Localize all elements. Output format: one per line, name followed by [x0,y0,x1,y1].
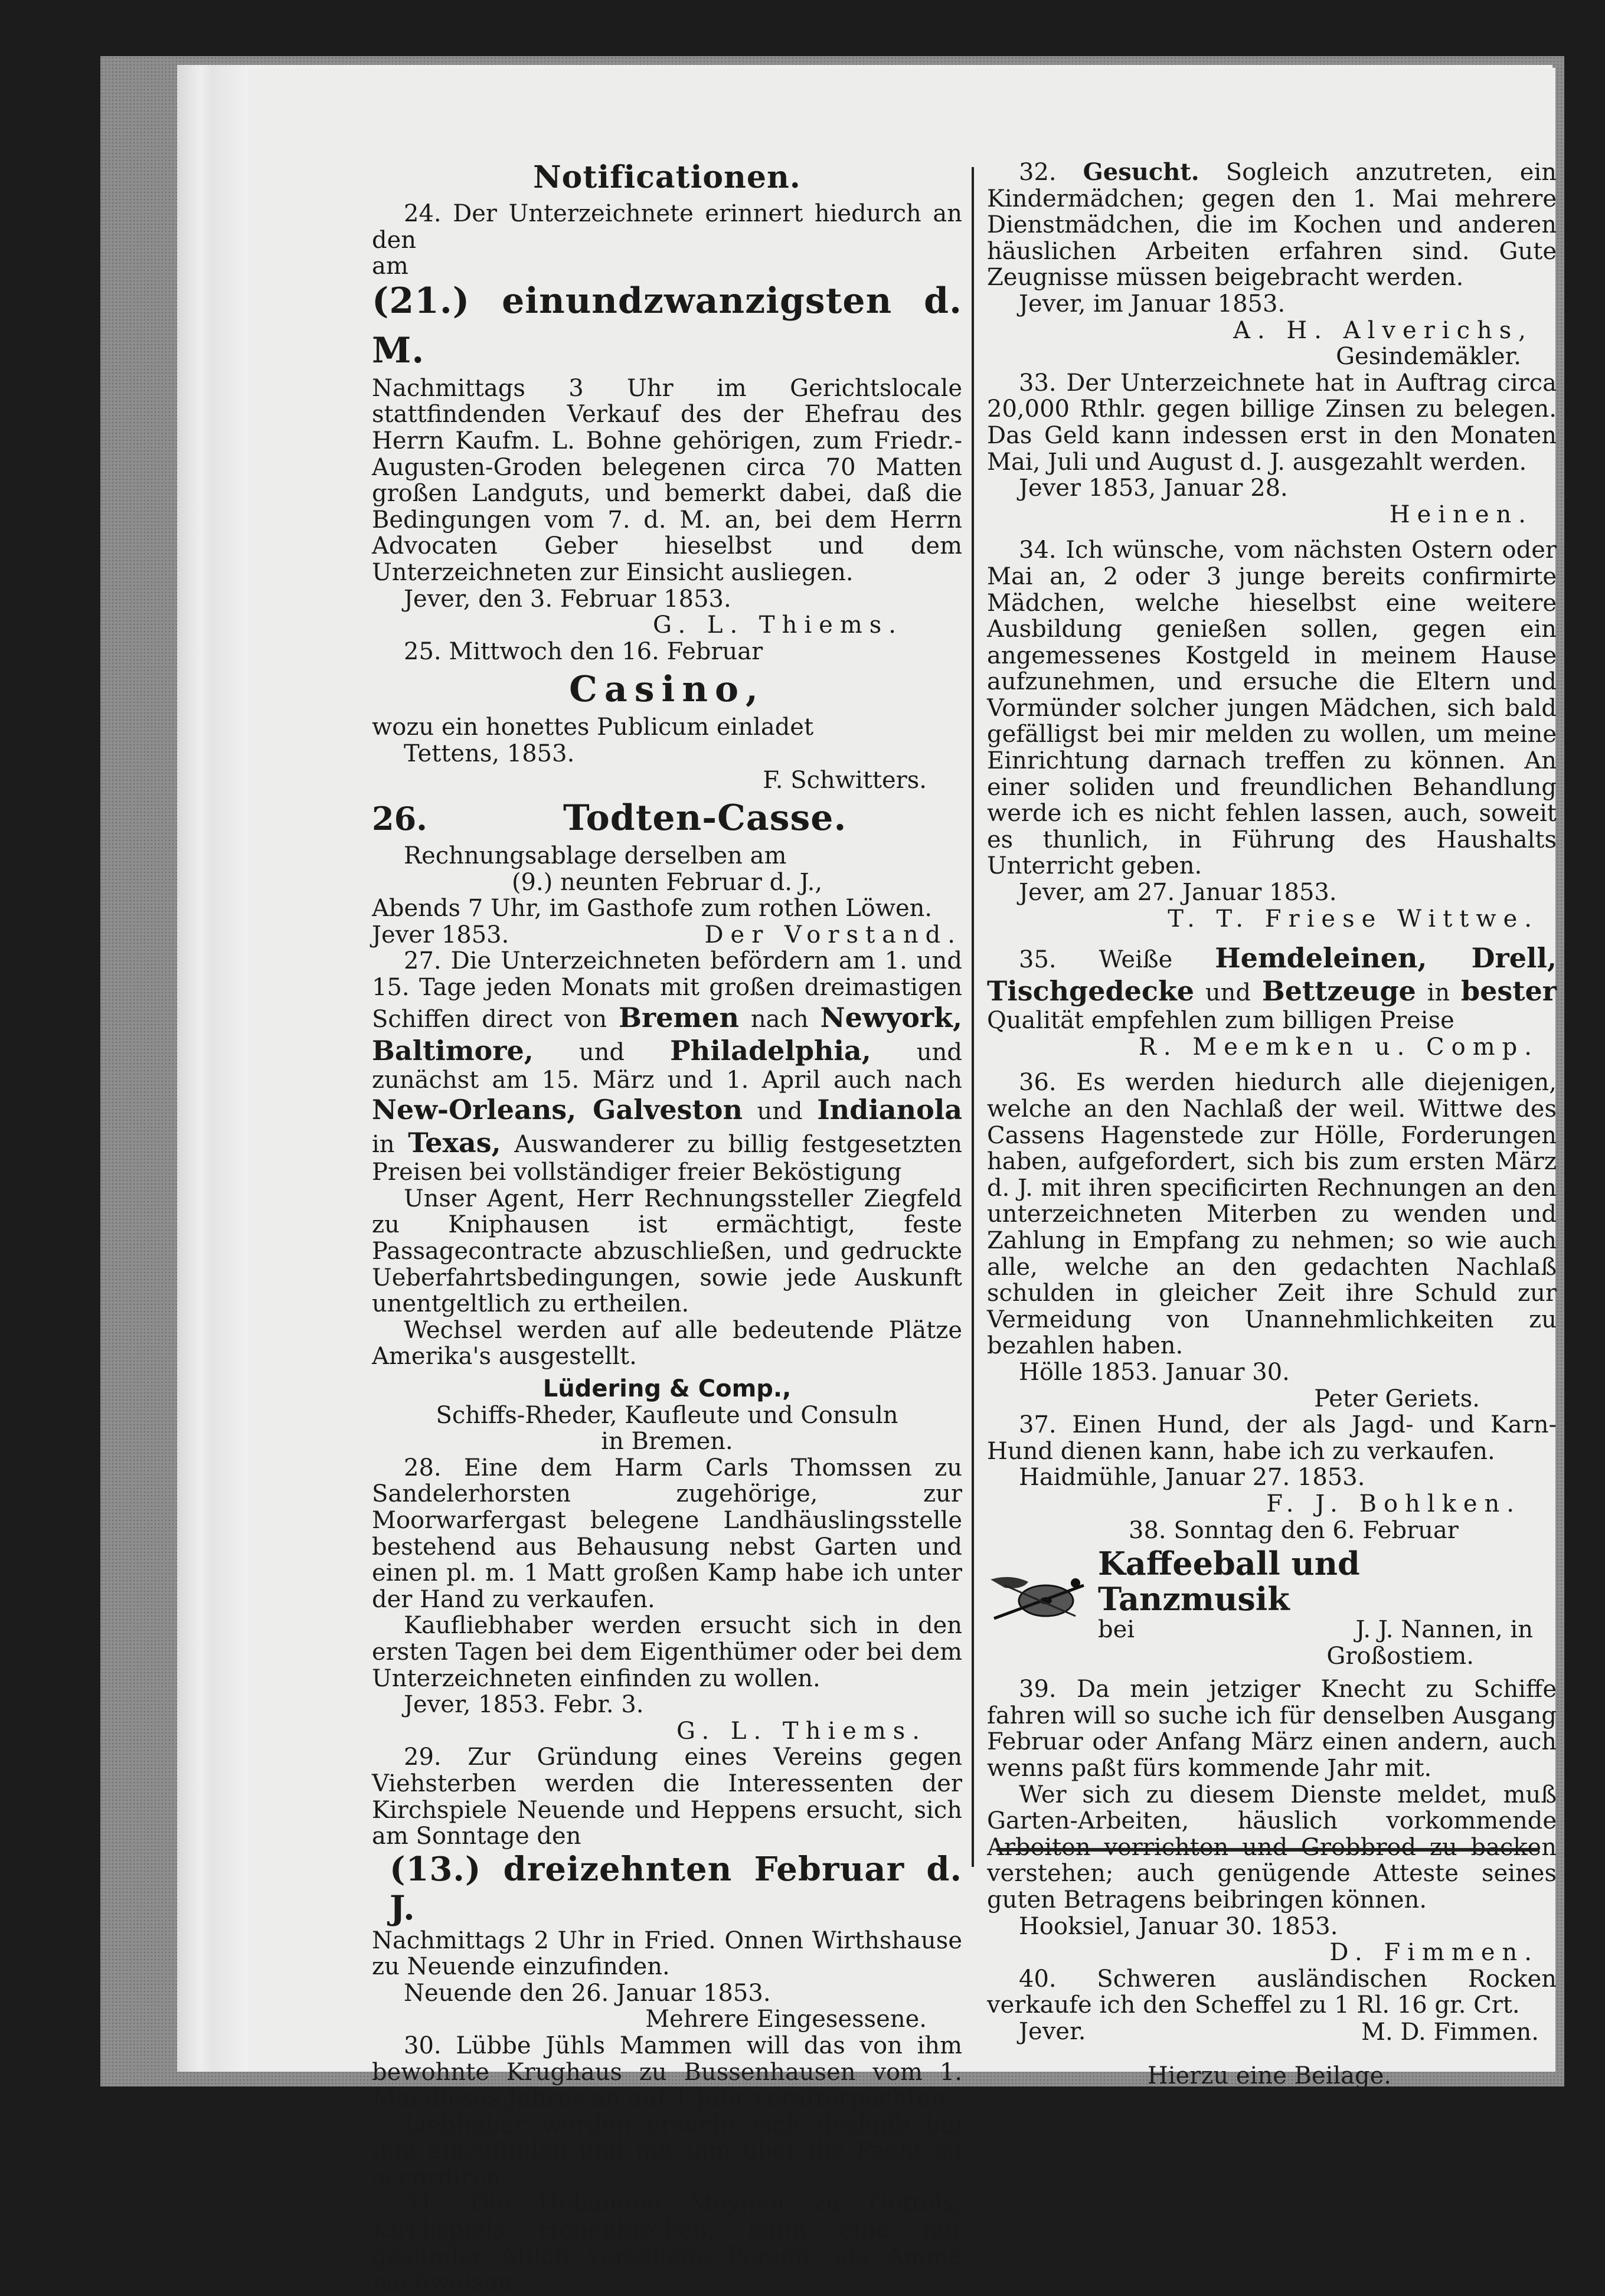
notice-33 [987,370,1557,528]
music-announcement [987,1546,1557,1643]
notice-number: 24. [404,200,442,227]
signature: Peter Geriets. [1314,1385,1480,1412]
destination-newyork: Newyork, Baltimore, [372,1001,962,1067]
notice-26 [372,793,962,948]
firm-name: Lüdering & Comp., [542,1375,792,1402]
notice-body: Nachmittags 3 Uhr im Gerichtslocale stattfindenden Verkauf des der Ehefrau des Herrn Kaufm. L. Bohne gehörigen, zum Friedr.-Augusten-Groden belegenen circa 70 Matten großen Landguts, und bemerkt dabei, daß die Bedingungen vom 7. d. M. an, bei dem Herrn Advocaten Geber hieselbst und dem Unterzeichneten zur Einsicht ausliegen. [372,374,962,586]
place-date: Neuende den 26. Januar 1853. [404,1979,771,2007]
notice-30 [372,2033,962,2191]
notice-body: 31. Die Hebamme Meynen zu Gottels, Kirchspiels Hohenkirchen, kann eine mit gesunder Milch versehene Person, als Amme nachweisen. [372,2190,962,2296]
notice-text: in [1427,979,1450,1007]
notice-text: in [372,1131,395,1159]
violin-icon [987,1562,1087,1627]
notice-body: 30. Lübbe Jühls Mammen will das von ihm bewohnte Krughaus zu Bussenhausen vom 1. Mai dieses Jahres an auf 1 Jahr verafterpachten. [372,2032,962,2112]
notice-28 [372,1455,962,1745]
notice-35 [987,941,1557,1060]
firm-location: in Bremen. [601,1428,733,1456]
notice-32 [987,159,1557,370]
place-date: Jever 1853. [372,921,509,949]
signature: M. D. Fimmen. [1361,2018,1539,2046]
notice-body: 34. Ich wünsche, vom nächsten Ostern oder Mai an, 2 oder 3 junge bereits confirmirte Mädchen, welche hieselbst eine weitere Ausbildung genießen sollen, gegen ein angemessenes Kostgeld in meinem Hause aufzunehmen, und ersuche die Eltern und Vormünder solcher jungen Mädchen, sich bald gefälligst bei mir melden zu wollen, um meine Einrichtung darnach treffen zu können. An einer soliden und freundlichen Behandlung werde ich es nicht fehlen lassen, auch, soweit es thunlich, in Führung des Haushalts Unterricht geben. [987,537,1557,880]
destination-indianola: Indianola [817,1094,963,1126]
signature-title: Gesindemäkler. [1336,343,1521,371]
notice-24 [372,201,962,639]
signature: G. L. Thiems. [652,611,903,639]
notice-text: (9.) neunten Februar d. J., [511,868,823,896]
notice-body: 37. Einen Hund, der als Jagd- und Karn-Hund dienen kann, habe ich zu verkaufen. [987,1411,1557,1465]
notice-36 [987,1069,1557,1412]
event-title: Kaffeeball und Tanzmusik [1098,1545,1360,1618]
place-date: Tettens, 1853. [404,740,575,767]
notice-body: Unser Agent, Herr Rechnungssteller Ziegfeld zu Kniphausen ist ermächtigt, feste Passagecontracte abzuschließen, und gedruckte Ueberfahrtsbedingungen, sowie jede Auskunft unentgeltlich zu ertheilen. [372,1185,962,1318]
notice-body: 28. Eine dem Harm Carls Thomssen zu Sandelerhorsten zugehörige, zur Moorwarfergast belegene Landhäuslingsstelle bestehend aus Behausung nebst Garten und einen pl. m. 1 Matt großen Kamp habe ich unter der Hand zu verkaufen. [372,1454,962,1613]
notice-text: am [372,253,408,280]
notice-body: Kaufliebhaber werden ersucht sich in den ersten Tagen bei dem Eigenthümer oder bei dem Unterzeichneten einfinden zu wollen. [372,1612,962,1692]
notice-title: Casino, [569,669,765,711]
place-date: Haidmühle, Januar 27. 1853. [1019,1464,1365,1492]
notice-text: Abends 7 Uhr, im Gasthofe zum rothen Löwen. [372,895,933,923]
notice-date-headline: (13.) dreizehnten Februar d. J. [390,1849,962,1928]
notice-text: Auswanderer zu billig festgesetzten Preisen bei vollständiger freier Beköstigung [372,1131,962,1186]
notice-body: 40. Schweren ausländischen Rocken verkaufe ich den Scheffel zu 1 Rl. 16 gr. Crt. [987,1965,1557,2019]
notice-body: 29. Zur Gründung eines Vereins gegen Viehsterben werden die Interessenten der Kirchspiele Neuende und Heppens ersucht, sich am Sonntage den [372,1744,962,1850]
right-column [987,159,1557,2089]
notice-text: Der Unterzeichnete erinnert hiedurch an den [372,200,962,254]
notice-34 [987,537,1557,932]
notice-date-headline: (21.) einundzwanzigsten d. M. [372,280,962,371]
notice-body: 33. Der Unterzeichnete hat in Auftrag circa 20,000 Rthlr. gegen billige Zinsen zu belegen. Das Geld kann indessen erst in den Monaten Mai, Juli und August d. J. ausgezahlt werden. [987,369,1557,476]
place-date: Jever, 1853. Febr. 3. [404,1691,644,1719]
goods-headline: Hemdeleinen, Drell, Tischgedecke [987,942,1557,1008]
notice-body: Wer sich zu diesem Dienste meldet, muß Garten-Arbeiten, häuslich vorkommende Arbeiten verrichten und Grobbrod zu backen verstehen; auch genügende Atteste seines guten Betragens beibringen können. [987,1781,1557,1914]
goods-headline: Bettzeuge [1261,975,1416,1008]
signature: F. Schwitters. [763,766,927,794]
notice-body: Wechsel werden auf alle bedeutende Plätze Amerika's ausgestellt. [372,1316,962,1371]
notice-40 [987,1966,1557,2045]
place-date: Hooksiel, Januar 30. 1853. [1019,1912,1338,1940]
signature: Mehrere Eingesessene. [645,2006,927,2033]
section-heading: Notificationen. [533,159,801,195]
notice-text: 38. Sonntag den 6. Februar [1129,1516,1459,1544]
place-date: Jever 1853, Januar 28. [1019,475,1288,502]
place-date: Jever, am 27. Januar 1853. [1019,879,1337,907]
signature: F. J. Bohlken. [1266,1490,1521,1517]
notice-place: Jever. [1019,2018,1086,2045]
notice-31 [372,2191,962,2296]
notice-body: 36. Es werden hiedurch alle diejenigen, welche an den Nachlaß der weil. Wittwe des Cassens Hagenstede zur Hölle, Forderungen haben, aufgefordert, sich bis zum ersten März d. J. mit ihren specificirten Rechnungen an den unterzeichneten Miterben zu wenden und Zahlung in Empfang zu nehmen; so wie auch alle, welche an den gedachten Nachlaß schulden in gleicher Zeit ihre Schuld zur Vermeidung von Unannehmlichkeiten zu bezahlen haben. [987,1069,1557,1360]
notice-body: Nachmittags 2 Uhr in Fried. Onnen Wirthshause zu Neuende einzufinden. [372,1927,962,1981]
host-name: J. J. Nannen, in [1355,1616,1533,1644]
notice-body: Liebhaber werden ersucht sich deshalb bei ihm einzufinden und mit ihm über die Pacht zu accordiren. [372,2111,962,2192]
notice-27 [372,948,962,1454]
signature: D. Fimmen. [1329,1939,1539,1967]
signature: A. H. Alverichs, [1233,316,1533,344]
destination-texas: Texas, [408,1127,501,1159]
notice-text: wozu ein honettes Publicum einladet [372,714,814,741]
signature: R. Meemken u. Comp. [1138,1033,1539,1061]
notice-text: bei [1098,1616,1135,1644]
signature: T. T. Friese Wittwe. [1168,905,1539,933]
notice-text: und zunächst am 15. März und 1. April auch nach [372,1038,963,1094]
notice-25 [372,639,962,793]
signature: Heinen. [1389,501,1533,528]
signature: Der Vorstand. [704,921,962,949]
notice-number: 35. [1019,946,1057,974]
notice-38 [987,1517,1557,1670]
notice-body: Sogleich anzutreten, ein Kindermädchen; gegen den 1. Mai mehrere Dienstmädchen, die im Kochen und anderen häuslichen Arbeiten erfahren sind. Gute Zeugnisse müssen beigebracht werden. [987,159,1557,292]
event-location: Großostiem. [1326,1642,1474,1670]
supplement-note: Hierzu eine Beilage. [1147,2062,1391,2090]
notice-39 [987,1676,1557,1966]
notice-text: Weiße [1099,946,1173,974]
notice-text: nach [750,1005,809,1033]
notice-text: Die Unterzeichneten befördern am 1. und 15. Tage jeden Monats mit großen dreimastigen Schiffen direct von [372,947,963,1033]
left-column [372,155,962,2296]
signature: G. L. Thiems. [676,1717,927,1745]
notice-text: und [757,1098,803,1126]
notice-text: und [578,1038,625,1066]
place-date: Hölle 1853. Januar 30. [1019,1358,1290,1386]
notice-number: 27. [404,947,442,975]
notice-number: 32. [1019,159,1057,186]
notice-text: 25. Mittwoch den 16. Februar [404,637,763,665]
notice-body: 39. Da mein jetziger Knecht zu Schiffe fahren will so suche ich für denselben Ausgang Februar oder Anfang März einen andern, auch wenns paßt fürs kommende Jahr mit. [987,1676,1557,1782]
notice-text: Qualität empfehlen zum billigen Preise [987,1007,1454,1035]
goods-headline: bester [1460,975,1557,1008]
place-date: Jever, den 3. Februar 1853. [404,585,731,613]
notice-text: Rechnungsablage derselben am [404,842,787,870]
destination-philadelphia: Philadelphia, [670,1034,871,1067]
notice-29 [372,1744,962,2033]
place-date: Jever, im Januar 1853. [1019,290,1286,318]
firm-description: Schiffs-Rheder, Kaufleute und Consuln [436,1401,898,1429]
notice-text: und [1205,979,1251,1007]
notice-title: Todten-Casse. [563,797,847,839]
notice-title: Gesucht. [1083,158,1199,186]
notice-number: 26. [372,800,427,838]
destination-bremen: Bremen [619,1001,739,1033]
column-divider [972,167,974,1867]
notice-37 [987,1412,1557,1517]
destination-neworleans: New-Orleans, Galveston [372,1094,743,1126]
